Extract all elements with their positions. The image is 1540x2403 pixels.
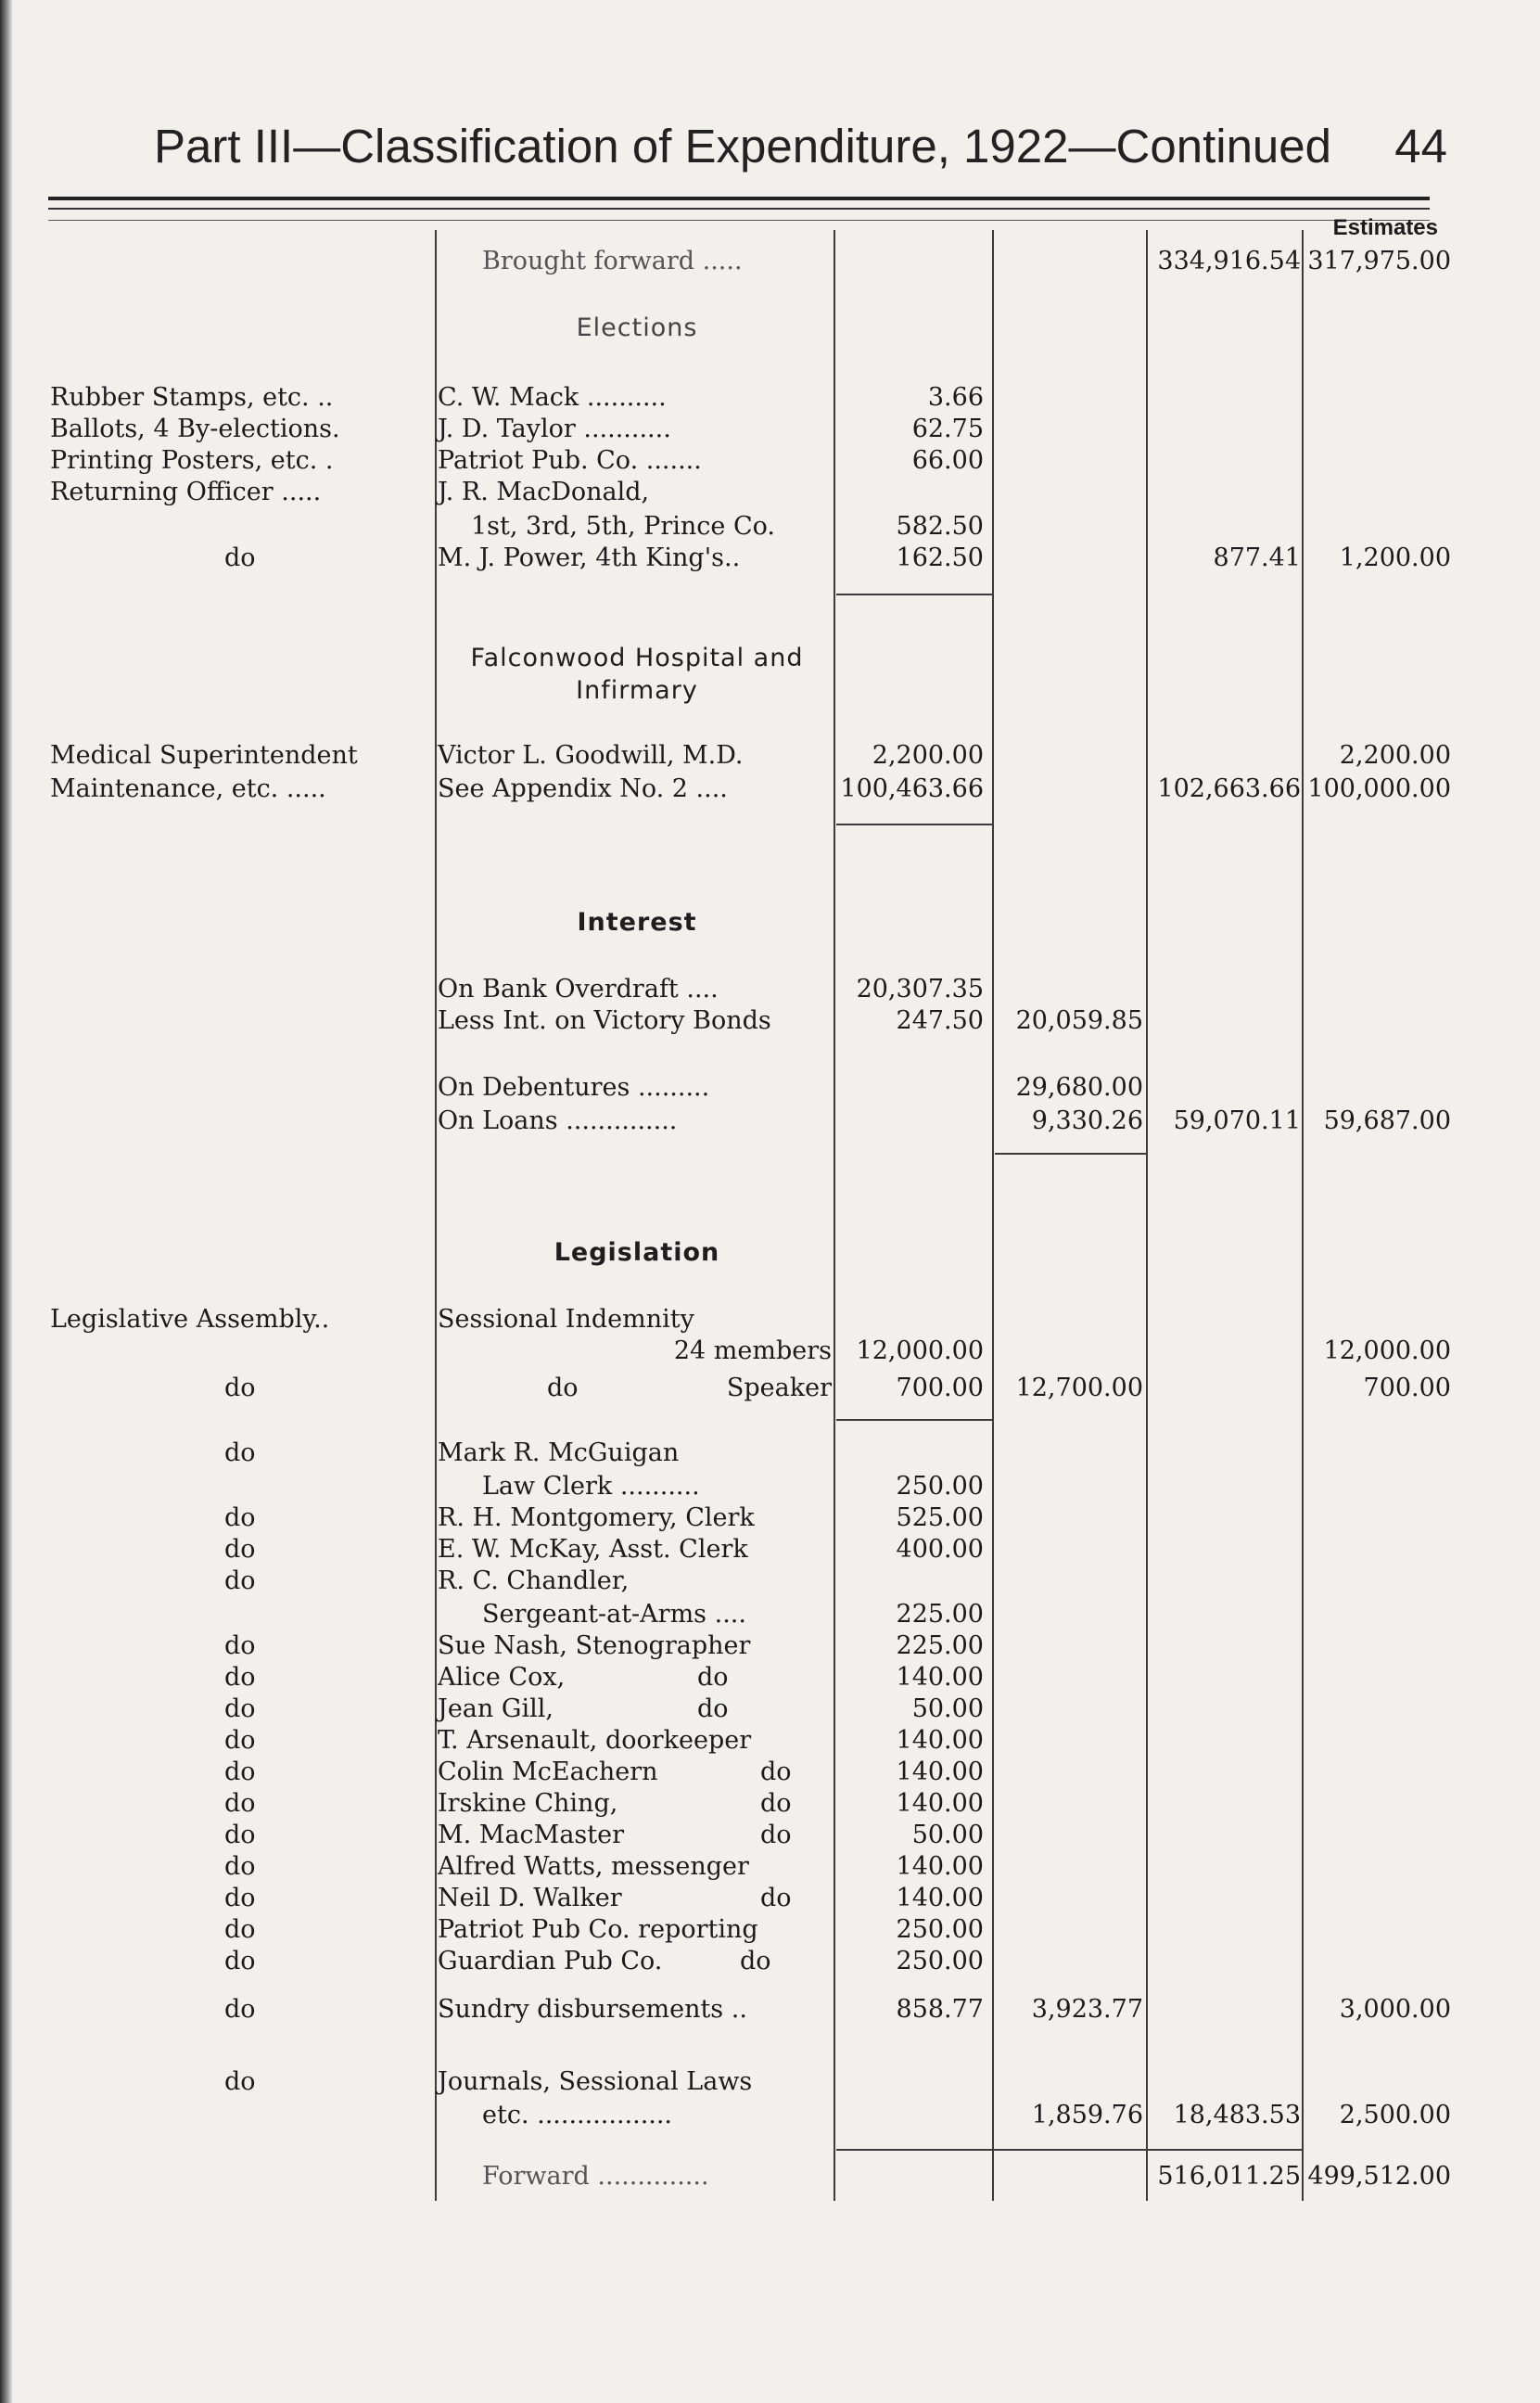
row-payee-continued: Speaker <box>726 1374 832 1402</box>
row-amount: 3.66 <box>927 383 984 412</box>
row-amount: 700.00 <box>896 1374 984 1402</box>
row-payee-ditto: do <box>697 1694 729 1723</box>
row-description-ditto: do <box>224 1915 256 1944</box>
row-payee: Neil D. Walker <box>438 1884 622 1912</box>
row-description: Maintenance, etc. ..... <box>50 774 326 803</box>
row-description: Rubber Stamps, etc. .. <box>50 383 334 412</box>
row-description: Legislative Assembly.. <box>50 1305 330 1334</box>
row-payee: Victor L. Goodwill, M.D. <box>438 741 744 770</box>
section-total: 18,483.53 <box>1173 2101 1301 2129</box>
row-description-ditto: do <box>224 1758 256 1786</box>
row-payee-continued: etc. ................. <box>482 2101 673 2129</box>
row-estimate: 2,200.00 <box>1339 741 1451 770</box>
row-subtotal: 20,059.85 <box>1015 1006 1143 1035</box>
row-description: Ballots, 4 By-elections. <box>50 415 340 443</box>
row-payee: M. MacMaster <box>438 1821 625 1849</box>
row-payee-continued: 24 members <box>673 1336 832 1365</box>
section-heading-interest: Interest <box>577 908 697 937</box>
row-subtotal: 3,923.77 <box>1031 1995 1143 2024</box>
row-payee: Journals, Sessional Laws <box>438 2067 753 2096</box>
row-payee-ditto: do <box>760 1821 792 1849</box>
row-payee: On Bank Overdraft .... <box>438 975 719 1003</box>
row-amount: 12,000.00 <box>856 1336 984 1365</box>
row-payee: Guardian Pub Co. <box>438 1947 663 1975</box>
row-amount: 62.75 <box>911 415 984 443</box>
row-description-ditto: do <box>224 1821 256 1849</box>
row-payee-continued: Sergeant-at-Arms .... <box>482 1600 746 1629</box>
row-amount: 140.00 <box>896 1852 984 1881</box>
row-description-ditto: do <box>224 2067 256 2096</box>
row-amount: 20,307.35 <box>856 975 984 1003</box>
page-edge-shadow <box>0 0 13 2403</box>
row-payee: Patriot Pub Co. reporting <box>438 1915 758 1944</box>
row-payee: R. H. Montgomery, Clerk <box>438 1503 755 1532</box>
row-payee-ditto: do <box>760 1789 792 1818</box>
row-amount: 225.00 <box>896 1600 984 1629</box>
row-estimate: 3,000.00 <box>1339 1995 1451 2024</box>
section-total: 877.41 <box>1213 543 1301 572</box>
row-amount: 250.00 <box>896 1947 984 1975</box>
row-subtotal: 9,330.26 <box>1031 1106 1143 1135</box>
row-payee: On Debentures ......... <box>438 1073 710 1102</box>
row-estimate: 700.00 <box>1363 1374 1451 1402</box>
brought-forward-label: Brought forward ..... <box>482 247 743 275</box>
row-amount: 2,200.00 <box>872 741 984 770</box>
section-heading-elections: Elections <box>576 313 698 342</box>
row-payee: Sessional Indemnity <box>438 1305 694 1334</box>
row-amount: 225.00 <box>896 1631 984 1660</box>
row-estimate: 2,500.00 <box>1339 2101 1451 2129</box>
header-rule <box>48 197 1430 200</box>
estimates-column-header: Estimates <box>1332 215 1438 240</box>
row-amount: 50.00 <box>911 1694 984 1723</box>
row-payee-ditto: do <box>740 1947 771 1975</box>
section-heading-falconwood-2: Infirmary <box>576 676 698 705</box>
row-payee-ditto: do <box>760 1884 792 1912</box>
page-title: Part III—Classification of Expenditure, 1922—Continued <box>154 120 1332 173</box>
row-estimate: 12,000.00 <box>1323 1336 1451 1365</box>
brought-forward-actual: 334,916.54 <box>1157 247 1301 275</box>
section-heading-legislation: Legislation <box>554 1238 720 1267</box>
row-payee: E. W. McKay, Asst. Clerk <box>438 1535 748 1564</box>
page-number: 44 <box>1394 120 1447 173</box>
row-description-ditto: do <box>224 1726 256 1755</box>
row-amount: 582.50 <box>896 512 984 541</box>
row-subtotal: 29,680.00 <box>1015 1073 1143 1102</box>
row-description: Printing Posters, etc. . <box>50 446 334 475</box>
row-payee: Alice Cox, <box>438 1663 566 1692</box>
column-divider <box>834 230 835 2201</box>
row-description-ditto: do <box>224 1631 256 1660</box>
row-payee: Colin McEachern <box>438 1758 658 1786</box>
column-divider <box>1302 230 1304 2201</box>
column-divider <box>435 230 437 2201</box>
row-payee: Jean Gill, <box>438 1694 554 1723</box>
row-payee: M. J. Power, 4th King's.. <box>438 543 741 572</box>
row-amount: 140.00 <box>896 1726 984 1755</box>
row-description-ditto: do <box>224 1438 256 1467</box>
row-payee: J. D. Taylor ........... <box>438 415 671 443</box>
row-payee-ditto: do <box>760 1758 792 1786</box>
row-amount: 140.00 <box>896 1789 984 1818</box>
row-payee-continued: Law Clerk .......... <box>482 1472 700 1501</box>
row-payee-continued: 1st, 3rd, 5th, Prince Co. <box>471 512 775 541</box>
row-amount: 250.00 <box>896 1915 984 1944</box>
section-heading-falconwood: Falconwood Hospital and <box>470 644 804 672</box>
row-description-ditto: do <box>224 1995 256 2024</box>
forward-actual: 516,011.25 <box>1157 2162 1301 2191</box>
row-amount: 858.77 <box>896 1995 984 2024</box>
section-total: 59,070.11 <box>1173 1106 1301 1135</box>
row-payee: Sundry disbursements .. <box>438 1995 747 2024</box>
row-amount: 66.00 <box>911 446 984 475</box>
row-description-ditto: do <box>224 1663 256 1692</box>
row-payee: J. R. MacDonald, <box>438 478 650 506</box>
section-estimate: 59,687.00 <box>1323 1106 1451 1135</box>
row-payee: C. W. Mack .......... <box>438 383 667 412</box>
row-payee: T. Arsenault, doorkeeper <box>438 1726 752 1755</box>
row-amount: 50.00 <box>911 1821 984 1849</box>
row-description-ditto: do <box>224 1789 256 1818</box>
forward-label: Forward .............. <box>482 2162 709 2191</box>
row-description-ditto: do <box>224 1947 256 1975</box>
row-description-ditto: do <box>224 1503 256 1532</box>
row-payee-ditto: do <box>697 1663 729 1692</box>
page-header <box>154 119 1447 184</box>
subtotal-rule <box>995 1153 1146 1155</box>
row-description-ditto: do <box>224 543 256 572</box>
row-amount: 250.00 <box>896 1472 984 1501</box>
section-total: 102,663.66 <box>1157 774 1301 803</box>
row-description: Returning Officer ..... <box>50 478 322 506</box>
row-description-ditto: do <box>224 1884 256 1912</box>
subtotal-rule <box>836 1419 992 1421</box>
row-estimate: 100,000.00 <box>1307 774 1451 803</box>
row-description-ditto: do <box>224 1852 256 1881</box>
row-subtotal: 1,859.76 <box>1031 2101 1143 2129</box>
row-payee: Sue Nash, Stenographer <box>438 1631 751 1660</box>
row-payee: Less Int. on Victory Bonds <box>438 1006 771 1035</box>
row-payee: Irskine Ching, <box>438 1789 618 1818</box>
header-rule <box>48 220 1430 221</box>
row-description: Medical Superintendent <box>50 741 358 770</box>
subtotal-rule <box>836 2149 1302 2151</box>
brought-forward-estimate: 317,975.00 <box>1307 247 1451 275</box>
forward-estimate: 499,512.00 <box>1307 2162 1451 2191</box>
row-amount: 400.00 <box>896 1535 984 1564</box>
column-divider <box>1146 230 1148 2201</box>
row-amount: 140.00 <box>896 1884 984 1912</box>
row-payee: Alfred Watts, messenger <box>438 1852 749 1881</box>
row-amount: 100,463.66 <box>840 774 984 803</box>
subtotal-rule <box>836 824 992 825</box>
row-payee-ditto: do <box>547 1374 579 1402</box>
row-payee: On Loans .............. <box>438 1106 678 1135</box>
row-amount: 247.50 <box>896 1006 984 1035</box>
row-amount: 140.00 <box>896 1758 984 1786</box>
row-description-ditto: do <box>224 1535 256 1564</box>
row-subtotal: 12,700.00 <box>1015 1374 1143 1402</box>
section-estimate: 1,200.00 <box>1339 543 1451 572</box>
row-description-ditto: do <box>224 1566 256 1595</box>
row-payee: R. C. Chandler, <box>438 1566 630 1595</box>
row-description-ditto: do <box>224 1374 256 1402</box>
row-description-ditto: do <box>224 1694 256 1723</box>
row-payee: Mark R. McGuigan <box>438 1438 680 1467</box>
row-amount: 525.00 <box>896 1503 984 1532</box>
row-amount: 162.50 <box>896 543 984 572</box>
row-payee: See Appendix No. 2 .... <box>438 774 728 803</box>
header-rule <box>48 208 1430 210</box>
subtotal-rule <box>836 594 992 595</box>
column-divider <box>992 230 994 2201</box>
row-amount: 140.00 <box>896 1663 984 1692</box>
row-payee: Patriot Pub. Co. ....... <box>438 446 702 475</box>
